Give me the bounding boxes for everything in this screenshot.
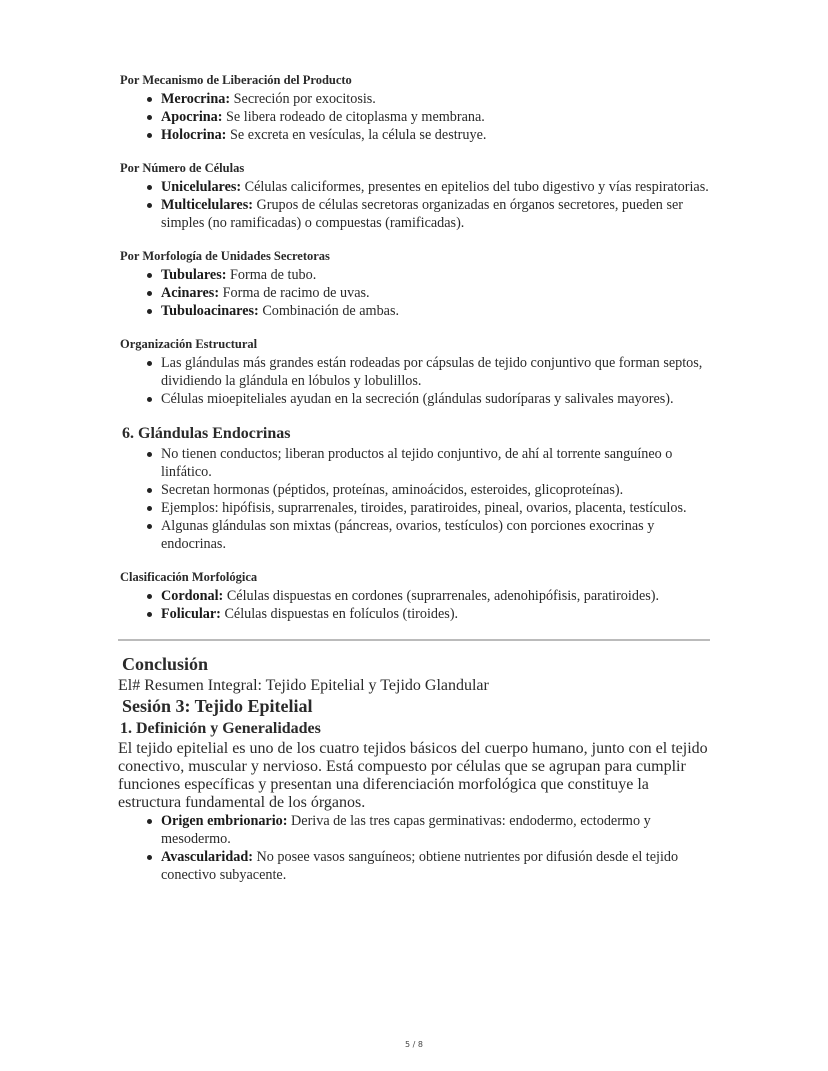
list-item-text: Grupos de células secretoras organizadas en órganos secretores, pueden ser simples (no ramificadas) o compuestas (ramificadas). — [161, 197, 683, 231]
list-item-text: Secretan hormonas (péptidos, proteínas, aminoácidos, esteroides, glicoproteínas). — [161, 482, 624, 498]
list-item-term: Folicular: — [161, 606, 221, 622]
list-item — [161, 390, 710, 408]
list-item-text: Las glándulas más grandes están rodeadas por cápsulas de tejido conjuntivo que forman septos, dividiendo la glándula en lóbulos y lobulillos. — [161, 355, 703, 389]
list-item — [161, 517, 710, 553]
document-content — [118, 72, 710, 900]
list-item-text: No tienen conductos; liberan productos al tejido conjuntivo, de ahí al torrente sanguíneo o linfático. — [161, 446, 673, 480]
list-item — [161, 266, 710, 284]
list-item — [161, 812, 710, 848]
list-item — [161, 605, 710, 623]
list-item-term: Multicelulares: — [161, 197, 253, 213]
list-item-term: Origen embrionario: — [161, 813, 288, 829]
subsection-heading: Por Mecanismo de Liberación del Producto — [120, 73, 352, 87]
subsection-heading: Clasificación Morfológica — [120, 570, 258, 584]
page-number: 5 / 8 — [405, 1040, 423, 1049]
list-item-text: Células caliciformes, presentes en epitelios del tubo digestivo y vías respiratorias. — [241, 179, 709, 195]
list-item-text: Células mioepiteliales ayudan en la secreción (glándulas sudoríparas y salivales mayores). — [161, 391, 674, 407]
list-item — [161, 848, 710, 884]
section-divider — [118, 639, 710, 641]
list-item — [161, 354, 710, 390]
list-item-term: Acinares: — [161, 285, 220, 301]
list-item — [161, 284, 710, 302]
section-heading: 6. Glándulas Endocrinas — [122, 425, 291, 442]
list-item-text: Células dispuestas en cordones (suprarrenales, adenohipófisis, paratiroides). — [223, 588, 660, 604]
chapter-heading: Sesión 3: Tejido Epitelial — [122, 696, 313, 716]
subsection-heading: Organización Estructural — [120, 337, 258, 351]
bullet-list — [118, 90, 710, 144]
list-item-term: Merocrina: — [161, 91, 231, 107]
list-item — [161, 481, 710, 499]
bullet-list — [118, 812, 710, 884]
list-item-term: Avascularidad: — [161, 849, 253, 865]
list-item — [161, 90, 710, 108]
list-item-text: Células dispuestas en folículos (tiroides). — [220, 606, 459, 622]
list-item-text: Forma de racimo de uvas. — [219, 285, 370, 301]
list-item — [161, 126, 710, 144]
list-item-term: Tubuloacinares: — [161, 303, 259, 319]
list-item-text: No posee vasos sanguíneos; obtiene nutrientes por difusión desde el tejido conectivo subyacente. — [161, 849, 679, 883]
list-item — [161, 196, 710, 232]
list-item-text: Forma de tubo. — [226, 267, 317, 283]
list-item-text: Ejemplos: hipófisis, suprarrenales, tiroides, paratiroides, pineal, ovarios, placenta, testículos. — [161, 500, 687, 516]
list-item-term: Holocrina: — [161, 127, 227, 143]
chapter-heading: Conclusión — [122, 654, 209, 674]
list-item-term: Cordonal: — [161, 588, 224, 604]
bullet-list — [118, 178, 710, 232]
paragraph: El# Resumen Integral: Tejido Epitelial y Tejido Glandular — [118, 677, 489, 694]
bullet-list — [118, 354, 710, 408]
list-item-text: Secreción por exocitosis. — [230, 91, 376, 107]
list-item-text: Se libera rodeado de citoplasma y membrana. — [222, 109, 485, 125]
list-item — [161, 108, 710, 126]
list-item-term: Tubulares: — [161, 267, 227, 283]
list-item — [161, 499, 710, 517]
subsection-heading: Por Morfología de Unidades Secretoras — [120, 249, 330, 263]
subsection-heading: Por Número de Células — [120, 161, 245, 175]
list-item — [161, 587, 710, 605]
bullet-list — [118, 445, 710, 553]
list-item — [161, 178, 710, 196]
bullet-list — [118, 587, 710, 623]
list-item — [161, 445, 710, 481]
paragraph: El tejido epitelial es uno de los cuatro tejidos básicos del cuerpo humano, junto con el tejido conectivo, muscular y nervioso. Está compuesto por células que se agrupan para cumplir funciones específicas y presentan una diferenciación morfológica que constituye la estructura fundamental de los órganos. — [118, 740, 708, 811]
list-item-text: Combinación de ambas. — [258, 303, 400, 319]
list-item — [161, 302, 710, 320]
list-item-text: Algunas glándulas son mixtas (páncreas, ovarios, testículos) con porciones exocrinas y endocrinas. — [161, 518, 655, 552]
list-item-text: Se excreta en vesículas, la célula se destruye. — [226, 127, 487, 143]
list-item-text: Deriva de las tres capas germinativas: endodermo, ectodermo y mesodermo. — [161, 813, 651, 847]
list-item-term: Apocrina: — [161, 109, 223, 125]
bullet-list — [118, 266, 710, 320]
section-heading: 1. Definición y Generalidades — [120, 720, 321, 737]
list-item-term: Unicelulares: — [161, 179, 242, 195]
